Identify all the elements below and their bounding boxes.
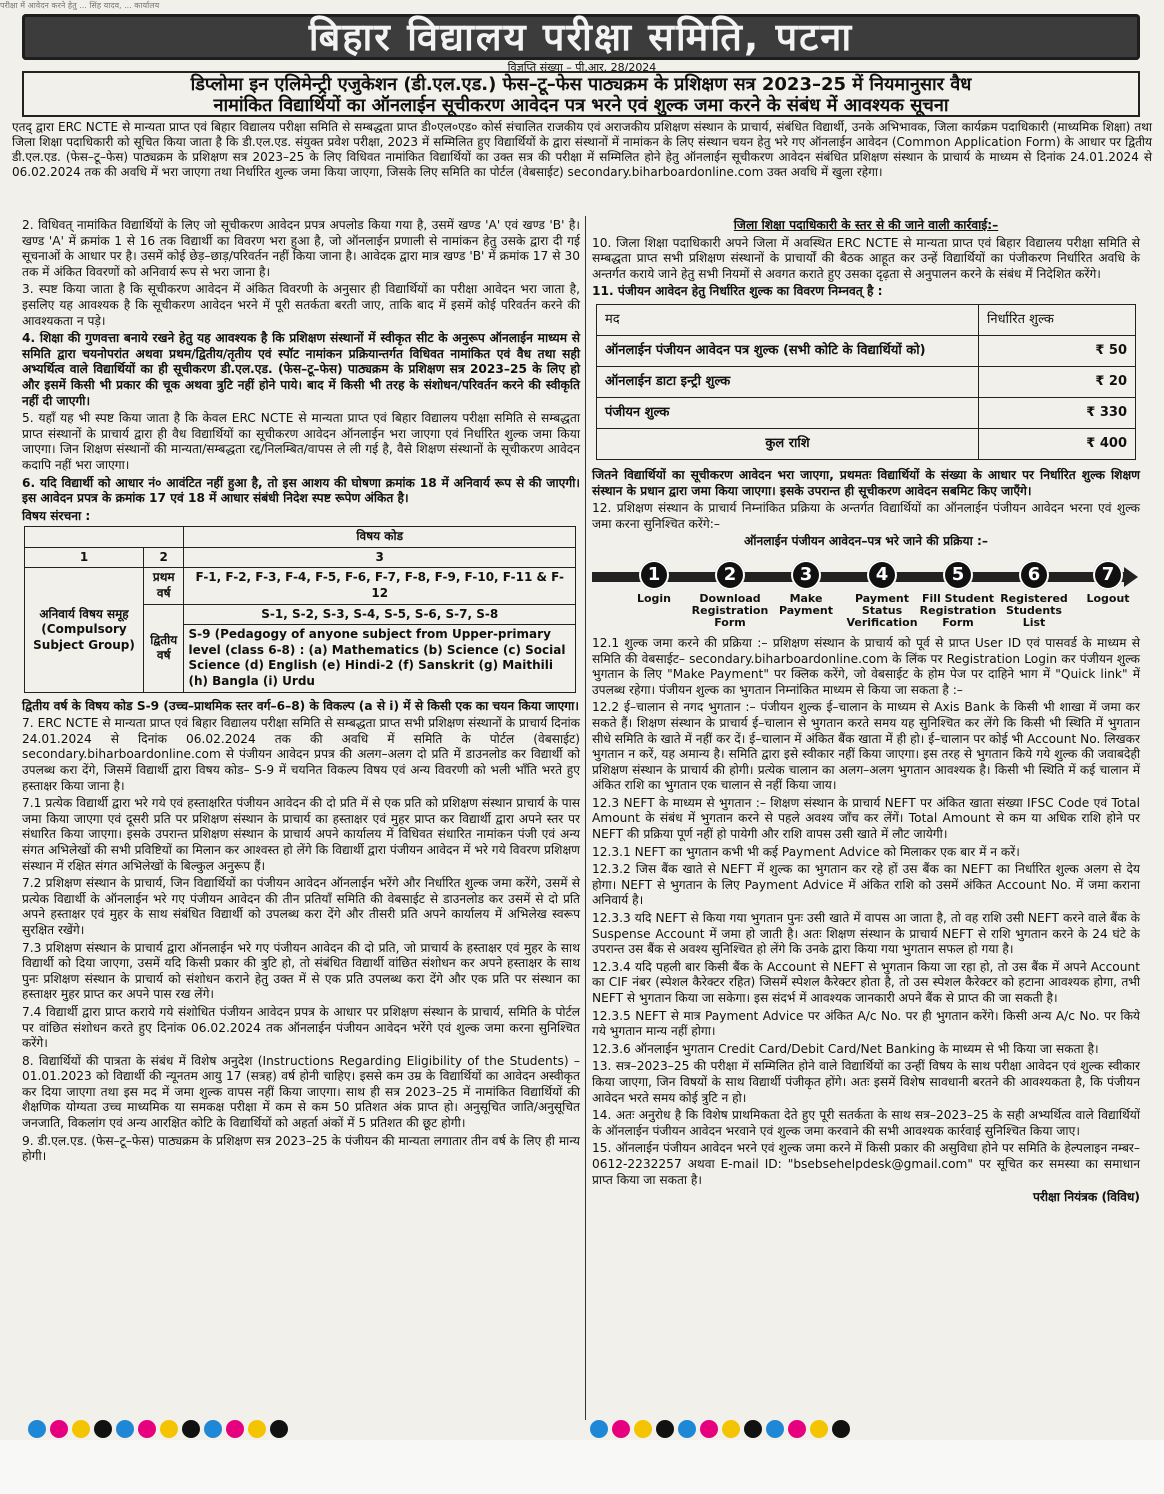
right-column [592, 218, 1140, 1208]
year2-codes: S-1, S-2, S-3, S-4, S-5, S-6, S-7, S-8 [184, 604, 576, 625]
subject-table-head-code: विषय कोड [184, 527, 576, 548]
para-2: 2. विधिवत् नामांकित विद्यार्थियों के लिए जो सूचीकरण आवेदन प्रपत्र अपलोड किया गया है, उसमें खण्ड 'A' एवं खण्ड 'B' है। खण्ड 'A' में क्रमांक 1 से 16 तक विद्यार्थी का विवरण भरा हुआ है, जो ऑनलाईन प्रणाली से नामांकन हेतु उसके द्वारा दी गई सूचनाओं के आधार पर है। उसमें कोई छेड़–छाड़/परिवर्तन नहीं किया जाना है। आवेदक द्वारा मात्र खण्ड 'B' में क्रमांक 17 से 30 तक में अंकित विवरणों को अनिवार्य रूप से भरा जाना है। [22, 218, 580, 279]
para-15: 15. ऑनलाईन पंजीयन आवेदन भरने एवं शुल्क जमा करने में किसी प्रकार की असुविधा होने पर समिति के हेल्पलाइन नम्बर– 0612-2232257 अथवा E-mail ID: "bsebsehelpdesk@gmail.com" पर सूचित कर समस्या का समाधान प्राप्त किया जा सकता है। [592, 1141, 1140, 1187]
para-7-3: 7.3 प्रशिक्षण संस्थान के प्राचार्य द्वारा ऑनलाईन भरे गए पंजीयन आवेदन की दो प्रति, जो प्राचार्य के हस्ताक्षर एवं मुहर के साथ विद्यार्थी को दिया जाएगा, उसमें यदि किसी प्रकार की त्रुटि हो, तो संबंधित विद्यार्थी वांछित संशोधन कर अपने हस्ताक्षर के साथ पुनः प्रशिक्षण संस्थान के प्राचार्य को संशोधन कराने हेतु उक्त में से एक प्रति उपलब्ध करा देंगे और एक प्रति पर संस्थान का हस्ताक्षर मुहर प्राप्त कर अपने पास रख लेंगे। [22, 940, 580, 1002]
print-color-dot [832, 1420, 850, 1438]
print-color-marks-left [28, 1418, 288, 1440]
para-7-2: 7.2 प्रशिक्षण संस्थान के प्राचार्य, जिन विद्यार्थियों का पंजीयन आवेदन ऑनलाईन भरेंगे और निर्धारित शुल्क जमा करेंगे, उसमें से प्रत्येक विद्यार्थी के ऑनलाईन भरे गए पंजीयन आवेदन की तीन प्रतियाँ समिति की वेबसाईट से डाउनलोड कर उसमें से दो प्रति अपने हस्ताक्षर एवं मुहर के साथ संबंधित विद्यार्थी को उपलब्ध करा देंगे और तीसरी प्रति अपने कार्यालय में अभिलेख स्वरूप सुरक्षित रखेंगे। [22, 876, 580, 937]
para-11: 11. पंजीयन आवेदन हेतु निर्धारित शुल्क का विवरण निम्नवत् है : [592, 284, 883, 299]
print-color-dot [810, 1420, 828, 1438]
print-color-dot [94, 1420, 112, 1438]
print-color-dot [722, 1420, 740, 1438]
para-13: 13. सत्र–2023–25 की परीक्षा में सम्मिलित होने वाले विद्यार्थियों का उन्हीं विषय के साथ परीक्षा आवेदन एवं शुल्क स्वीकार किया जाएगा, जिन विषयों के साथ विद्यार्थी पंजीकृत होंगे। अतः इसमें विशेष सावधानी बरतने की आवश्यकता है, कि पंजीयन आवेदन भरते समय कोई त्रुटि न हो। [592, 1059, 1140, 1105]
print-color-dot [182, 1420, 200, 1438]
process-title: ऑनलाईन पंजीयन आवेदन–पत्र भरे जाने की प्रक्रिया :– [744, 534, 988, 549]
fee-head-fee: निर्धारित शुल्क [979, 304, 1136, 335]
para-12-2: 12.2 ई–चालान से नगद भुगतान :– पंजीयन शुल्क ई–चालान के माध्यम से Axis Bank के किसी भी शाखा में जमा कर सकते हैं। शिक्षण संस्थान के प्राचार्य ई–चालान से भुगतान करते समय यह सुनिश्चित कर लेंगे कि किसी भी स्थिति में भुगतान सीधे समिति के खाते में नहीं कर दें। ई–चालान में अंकित बैंक खाता में ही हो। ई–चालान पर कोई भी Account No. लिखकर भुगतान न करें, यह अमान्य है। समिति द्वारा इसे स्वीकार नहीं किया जाएगा। इस तरह से भुगतान किये गये शुल्क की जवाबदेही प्रशिक्षण संस्थान के प्राचार्य की होगी। प्रत्येक चालान का अलग–अलग भुगतान आवश्यक है। किसी भी स्थिति में कई चालान में अंकित राशि का भुगतान एक चालान से नहीं किया जाय। [592, 700, 1140, 793]
print-color-dot [160, 1420, 178, 1438]
fee-row-amount: ₹ 20 [979, 366, 1136, 397]
para-12-3-3: 12.3.3 यदि NEFT से किया गया भुगतान पुनः उसी खाते में वापस आ जाता है, तो वह राशि उसी NEFT करने वाले बैंक के Suspense Account में जमा हो जाती है। अतः शिक्षण संस्थान के प्राचार्य NEFT से राशि भुगतान करने के 24 घंटे के उपरान्त उस बैंक से अवश्य सुनिश्चित हो लेंगे कि उनके द्वारा किया गया भुगतान सफल हो गया है। [592, 911, 1140, 957]
left-column [22, 218, 580, 1167]
print-color-dot [248, 1420, 266, 1438]
para-12-3-1: 12.3.1 NEFT का भुगतान कभी भी कई Payment Advice को मिलाकर एक बार में न करें। [592, 844, 1020, 859]
fee-row-item: ऑनलाईन डाटा इन्ट्री शुल्क [597, 366, 979, 397]
print-color-dot [744, 1420, 762, 1438]
para-12-3-4: 12.3.4 यदि पहली बार किसी बैंक के Account से NEFT से भुगतान किया जा रहा हो, तो उस बैंक में अपने Account का CIF नंबर (स्पेशल कैरेक्टर रहित) जिसमें स्पेशल कैरेक्टर होता है, तो उस स्पेशल कैरेक्टर को हटाना आवश्यक होगा, तभी NEFT से भुगतान किया जा सकेगा। इस संदर्भ में आवश्यक जानकारी अपने बैंक से प्राप्त की जा सकती है। [592, 959, 1140, 1005]
step-label: Download Registration Form [691, 591, 769, 629]
para-12-3-2: 12.3.2 जिस बैंक खाते से NEFT में शुल्क का भुगतान कर रहे हों उस बैंक का NEFT का निर्धारित शुल्क अलग से देय होगा। NEFT से भुगतान के लिए Payment Advice में अंकित राशि को उसमें अंकित Account No. में जमा कराना अनिवार्य है। [592, 862, 1140, 908]
print-color-dot [72, 1420, 90, 1438]
print-color-dot [700, 1420, 718, 1438]
para-7-4: 7.4 विद्यार्थी द्वारा प्राप्त कराये गये संशोधित पंजीयन आवेदन प्रपत्र के आधार पर प्रशिक्षण संस्थान के प्राचार्य, समिति के पोर्टल पर वांछित संशोधन करते हुए दिनांक 06.02.2024 तक ऑनलाईन पंजीयन आवेदन भरेंगे एवं शुल्क जमा करना सुनिश्चित करेंगे। [22, 1004, 580, 1051]
process-step [766, 560, 846, 617]
advertisement-number: विज्ञप्ति संख्या – पी.आर. 28/2024 [507, 61, 657, 74]
print-color-dot [270, 1420, 288, 1438]
print-color-dot [634, 1420, 652, 1438]
column-divider [585, 216, 586, 1420]
year2-label: द्वितीय वर्ष [144, 604, 184, 692]
page-bottom-margin [0, 1440, 1164, 1494]
board-title-banner: बिहार विद्यालय परीक्षा समिति, पटना [22, 14, 1140, 60]
print-color-dot [766, 1420, 784, 1438]
fee-row-item: ऑनलाईन पंजीयन आवेदन पत्र शुल्क (सभी कोटि के विद्यार्थियों को) [597, 335, 979, 366]
year1-label: प्रथम वर्ष [144, 568, 184, 604]
fee-total-amount: ₹ 400 [979, 428, 1136, 459]
subject-table-col-2: 2 [144, 547, 184, 568]
para-3: 3. स्पष्ट किया जाता है कि सूचीकरण आवेदन में अंकित विवरणी के अनुसार ही विद्यार्थियों का परीक्षा आवेदन भरा जाता है, इसलिए यह आवश्यक है कि सूचीकरण आवेदन भरने में पूरी सतर्कता बरती जाए, ताकि बाद में इसमें कोई परिवर्तन करने की आवश्यकता न पड़े। [22, 282, 580, 328]
para-7-1: 7.1 प्रत्येक विद्यार्थी द्वारा भरे गये एवं हस्ताक्षरित पंजीयन आवेदन की दो प्रति में से एक प्रति को प्रशिक्षण संस्थान प्राचार्य के पास जमा किया जाएगा एवं दूसरी प्रति पर प्रशिक्षण संस्थान के प्राचार्य का हस्ताक्षर एवं मुहर प्राप्त कर विद्यार्थी द्वारा अपने स्तर पर संधारित किया जाएगा। इसके उपरान्त प्रशिक्षण संस्थान के प्राचार्य अपने कार्यालय में विधिवत संधारित नामांकन पंजी एवं अन्य संगत अभिलेखों की सभी प्रविष्टियों का मिलान कर आश्वस्त हो लेंगे कि विद्यार्थी द्वारा पंजीयन आवेदन में भरे गये विवरण प्रशिक्षण संस्थान में रक्षित संगत अभिलेखों के बिल्कुल अनुरूप हैं। [22, 796, 580, 873]
print-color-dot [204, 1420, 222, 1438]
intro-paragraph: एतद् द्वारा ERC NCTE से मान्यता प्राप्त एवं बिहार विद्यालय परीक्षा समिति से सम्बद्धता प्राप्त डी०एल०एड० कोर्स संचालित राजकीय एवं अराजकीय प्रशिक्षण संस्थान के प्राचार्य, संबंधित विद्यार्थी, उनके अभिभावक, जिला कार्यक्रम पदाधिकारी (माध्यमिक शिक्षा) तथा जिला शिक्षा पदाधिकारी को सूचित किया जाता है कि डी.एल.एड. संयुक्त प्रवेश परीक्षा, 2023 में सम्मिलित हुए विद्यार्थियों के द्वारा संस्थानों में नामांकन के लिए संस्थान चयन हेतु भरे गए ऑनलाईन आवेदन (Common Application Form) के आधार पर द्वितीय डी.एल.एड. (फेस–टू–फेस) पाठ्यक्रम के प्रशिक्षण सत्र 2023–25 के लिए विधिवत नामांकित विद्यार्थियों का उक्त सत्र की परीक्षा में सम्मिलित होने हेतु ऑनलाईन सूचीकरण आवेदन संबंधित प्रशिक्षण संस्थान के प्राचार्य के माध्यम से दिनांक 24.01.2024 से 06.02.2024 तक की अवधि में भरा जाएगा तथा निर्धारित शुल्क जमा किया जाएगा, जिसके लिए समिति का पोर्टल (वेबसाईट) secondary.biharboardonline.com उक्त अवधि में खुला रहेगा। [12, 120, 1153, 179]
year1-codes: F-1, F-2, F-3, F-4, F-5, F-6, F-7, F-8, F-9, F-10, F-11 & F-12 [184, 568, 576, 604]
fee-total-label: कुल राशि [597, 428, 979, 459]
deo-heading: जिला शिक्षा पदाधिकारी के स्तर से की जाने वाली कार्रवाई:– [733, 218, 999, 232]
step-label: Registered Students List [1000, 591, 1068, 629]
process-step [614, 560, 694, 605]
process-step [918, 560, 998, 629]
print-color-dot [656, 1420, 674, 1438]
print-color-dot [678, 1420, 696, 1438]
process-step [1068, 560, 1148, 605]
step-number: 4 [867, 560, 897, 590]
print-color-dot [788, 1420, 806, 1438]
headline-line-1: डिप्लोमा इन एलिमेन्ट्री एजुकेशन (डी.एल.एड.) फेस–टू–फेस पाठ्यक्रम के प्रशिक्षण सत्र 2023–25 में नियमानुसार वैध [190, 74, 972, 95]
step-label: Make Payment [778, 591, 834, 617]
process-step [994, 560, 1074, 629]
process-flow [592, 556, 1140, 628]
step-number: 2 [715, 560, 745, 590]
para-fee-note: जितने विद्यार्थियों का सूचीकरण आवेदन भरा जाएगा, प्रथमतः विद्यार्थियों के संख्या के आधार पर निर्धारित शुल्क शिक्षण संस्थान के प्रधान द्वारा जमा किया जाएगा। इसके उपरान्त ही सूचीकरण आवेदन सबमिट किए जाएँगे। [592, 467, 1140, 498]
step-number: 7 [1093, 560, 1123, 590]
print-color-dot [226, 1420, 244, 1438]
print-color-marks-right [590, 1418, 850, 1440]
signature: परीक्षा नियंत्रक (विविध) [1032, 1190, 1140, 1205]
step-number: 3 [791, 560, 821, 590]
headline-line-2: नामांकित विद्यार्थियों का ऑनलाईन सूचीकरण आवेदन पत्र भरने एवं शुल्क जमा करने के संबंध में आवश्यक सूचना [213, 95, 949, 116]
para-s9: द्वितीय वर्ष के विषय कोड S-9 (उच्च–प्राथमिक स्तर वर्ग–6–8) के विकल्प (a से i) में से किसी एक का चयन किया जाएगा। [22, 698, 579, 713]
top-clipped-text: परीक्षा में आवेदन करने हेतु ... सिंह यादव, ... कार्यालय [0, 1, 160, 10]
para-12-3: 12.3 NEFT के माध्यम से भुगतान :– शिक्षण संस्थान के प्राचार्य NEFT पर अंकित खाता संख्या IFSC Code एवं Total Amount के संबंध में भुगतान करने से पहले अवश्य जाँच कर लेंगें। Total Amount से कम या अधिक राशि होने पर NEFT की प्रक्रिया पूर्ण नहीं हो पायेगी और राशि वापस उसी खाते में लौट जायेगी। [592, 795, 1140, 842]
fee-row-amount: ₹ 50 [979, 335, 1136, 366]
year2-s9-options: S-9 (Pedagogy of anyone subject from Upper-primary level (class 6-8) : (a) Mathematics (b) Science (c) Social Science (d) English (e) Hindi-2 (f) Sanskrit (g) Maithili (h) Bangla (i) Urdu [184, 625, 576, 692]
para-8: 8. विद्यार्थियों की पात्रता के संबंध में विशेष अनुदेश (Instructions Regarding Eligibility of the Students) – 01.01.2023 को विद्यार्थी की न्यूनतम आयु 17 (सत्रह) वर्ष होनी चाहिए। इससे कम उम्र के विद्यार्थियों का आवेदन अस्वीकृत कर दिया जाएगा तथा इस मद में जमा शुल्क वापस नहीं किया जाएगा। साथ ही सत्र 2023–25 में नामांकित विद्यार्थियों की शैक्षणिक योग्यता उच्च माध्यमिक या समकक्ष परीक्षा में कम से कम 50 प्रतिशत अंक प्राप्त हो। अनुसूचित जाति/अनुसूचित जनजाति, विकलांग एवं अन्य आरक्षित कोटि के विद्यार्थियों को अहर्ता अंकों में 5 प्रतिशत की छूट होगी। [22, 1053, 580, 1131]
para-9: 9. डी.एल.एड. (फेस–टू–फेस) पाठ्यक्रम के प्रशिक्षण सत्र 2023–25 के पंजीयन की मान्यता लगातार तीन वर्ष के लिए ही मान्य होगी। [22, 1133, 580, 1164]
para-7: 7. ERC NCTE से मान्यता प्राप्त एवं बिहार विद्यालय परीक्षा समिति से सम्बद्धता प्राप्त सभी प्रशिक्षण संस्थानों के प्राचार्य दिनांक 24.01.2024 से दिनांक 06.02.2024 तक की अवधि में समिति के पोर्टल (वेबसाईट) secondary.biharboardonline.com से पंजीयन आवेदन प्रपत्र की अलग–अलग दो प्रति में डाउनलोड कर विद्यार्थी को उपलब्ध करा देंगे, जिसमें विद्यार्थी द्वारा विषय कोड– S-9 में चयनित विकल्प विषय एवं अन्य विवरणी को भली भाँति भरते हुए हस्ताक्षर किया जाना है। [22, 716, 580, 793]
print-color-dot [590, 1420, 608, 1438]
notice-headline [22, 71, 1140, 117]
print-color-dot [28, 1420, 46, 1438]
para-12: 12. प्रशिक्षण संस्थान के प्राचार्य निम्नांकित प्रक्रिया के अन्तर्गत विद्यार्थियों का ऑनलाईन पंजीयन आवेदन भरना एवं शुल्क जमा करना सुनिश्चित करेंगे:– [592, 501, 1140, 531]
print-color-dot [50, 1420, 68, 1438]
para-6: 6. यदि विद्यार्थी को आधार नं० आवंटित नहीं हुआ है, तो इस आशय की घोषणा क्रमांक 18 में अनिवार्य रूप से की जाएगी। इस आवेदन प्रपत्र के क्रमांक 17 एवं 18 में आधार संबंधी निदेश स्पष्ट रूपेण अंकित है। [22, 475, 580, 506]
print-color-dot [612, 1420, 630, 1438]
subject-table [24, 526, 576, 692]
subject-group-label: अनिवार्य विषय समूह (Compulsory Subject Group) [25, 568, 144, 692]
fee-row-item: पंजीयन शुल्क [597, 397, 979, 428]
step-label: Login [636, 591, 672, 605]
step-number: 6 [1019, 560, 1049, 590]
para-14: 14. अतः अनुरोध है कि विशेष प्राथमिकता देते हुए पूरी सतर्कता के साथ सत्र–2023–25 के सही अभ्यर्थित्व वाले विद्यार्थियों के ऑनलाईन पंजीयन आवेदन भरवाने एवं शुल्क जमा करवाने की सभी आवश्यक कार्रवाई सुनिश्चित किया जाए। [592, 1108, 1140, 1138]
para-12-3-6: 12.3.6 ऑनलाईन भुगतान Credit Card/Debit Card/Net Banking के माध्यम से भी किया जा सकता है। [592, 1041, 1099, 1056]
subject-table-col-1: 1 [25, 547, 144, 568]
subject-structure-title: विषय संरचना : [22, 508, 91, 523]
step-label: Logout [1086, 591, 1130, 605]
subject-table-col-3: 3 [184, 547, 576, 568]
step-number: 5 [943, 560, 973, 590]
para-12-3-5: 12.3.5 NEFT से मात्र Payment Advice पर अंकित A/c No. पर ही भुगतान करेंगे। किसी अन्य A/c No. पर किये गये भुगतान मान्य नहीं होगा। [592, 1008, 1140, 1039]
process-step [690, 560, 770, 629]
fee-table [596, 304, 1136, 460]
para-10: 10. जिला शिक्षा पदाधिकारी अपने जिला में अवस्थित ERC NCTE से मान्यता प्राप्त एवं बिहार विद्यालय परीक्षा समिति से सम्बद्धता प्राप्त सभी प्रशिक्षण संस्थानों के प्राचार्यों की बैठक आहूत कर उन्हें विद्यार्थियों का पंजीकरण निर्धारित अवधि के अन्तर्गत कराये जाने हेतु सभी नियमों से अवगत कराते हुए उसका दृढ़ता से अनुपालन करने के संबंध में निदेशित करेंगे। [592, 235, 1140, 281]
fee-row-amount: ₹ 330 [979, 397, 1136, 428]
para-4: 4. शिक्षा की गुणवत्ता बनाये रखने हेतु यह आवश्यक है कि प्रशिक्षण संस्थानों में स्वीकृत सीट के अनुरूप ऑनलाईन माध्यम से समिति द्वारा चयनोपरांत अथवा प्रथम/द्वितीय/तृतीय एवं स्पॉट नामांकन प्रक्रियान्तर्गत विधिवत नामांकित एवं वैध तथा सही अभ्यर्थित्व वाले विद्यार्थियों का ही सूचीकरण डी.एल.एड. (फेस–टू–फेस) पाठ्यक्रम के प्रशिक्षण सत्र 2023–25 के लिए हो और इसमें किसी भी प्रकार की चूक अथवा त्रुटि नहीं होने पाये। बाद में किसी भी तरह के संशोधन/परिवर्तन करने की स्वीकृति नहीं दी जाएगी। [22, 331, 580, 408]
print-color-dot [116, 1420, 134, 1438]
subject-table-blank [25, 527, 184, 548]
para-12-1: 12.1 शुल्क जमा करने की प्रक्रिया :– प्रशिक्षण संस्थान के प्राचार्य को पूर्व से प्राप्त User ID एवं पासवर्ड के माध्यम से समिति की वेबसाईट– secondary.biharboardonline.com के लिंक पर Registration Login कर पंजीयन शुल्क भुगतान के लिए "Make Payment" पर क्लिक करेंगे, जो वेबसाईट के होम पेज पर दाहिने भाग में "Quick link" में उपलब्ध रहेगा। पंजीयन शुल्क का भुगतान निम्नांकित माध्यम से किया जा सकता है :– [592, 635, 1140, 697]
print-color-dot [138, 1420, 156, 1438]
step-number: 1 [639, 560, 669, 590]
fee-head-item: मद [597, 304, 979, 335]
para-5: 5. यहाँ यह भी स्पष्ट किया जाता है कि केवल ERC NCTE से मान्यता प्राप्त एवं बिहार विद्यालय परीक्षा समिति से सम्बद्धता प्राप्त संस्थानों के प्राचार्य द्वारा ही वैध विद्यार्थियों का सूचीकरण आवेदन ऑनलाईन भरा जाएगा एवं निर्धारित शुल्क जमा किया जाएगा। जिन शिक्षण संस्थानों की मान्यता/सम्बद्धता रद्द/निलम्बित/वापस ले ली गई है, वैसे शिक्षण संस्थानों के सूचीकरण आवेदन कदापि नहीं भरा जाएगा। [22, 411, 580, 472]
step-label: Fill Student Registration Form [919, 591, 997, 629]
process-step [842, 560, 922, 629]
step-label: Payment Status Verification [846, 591, 918, 629]
